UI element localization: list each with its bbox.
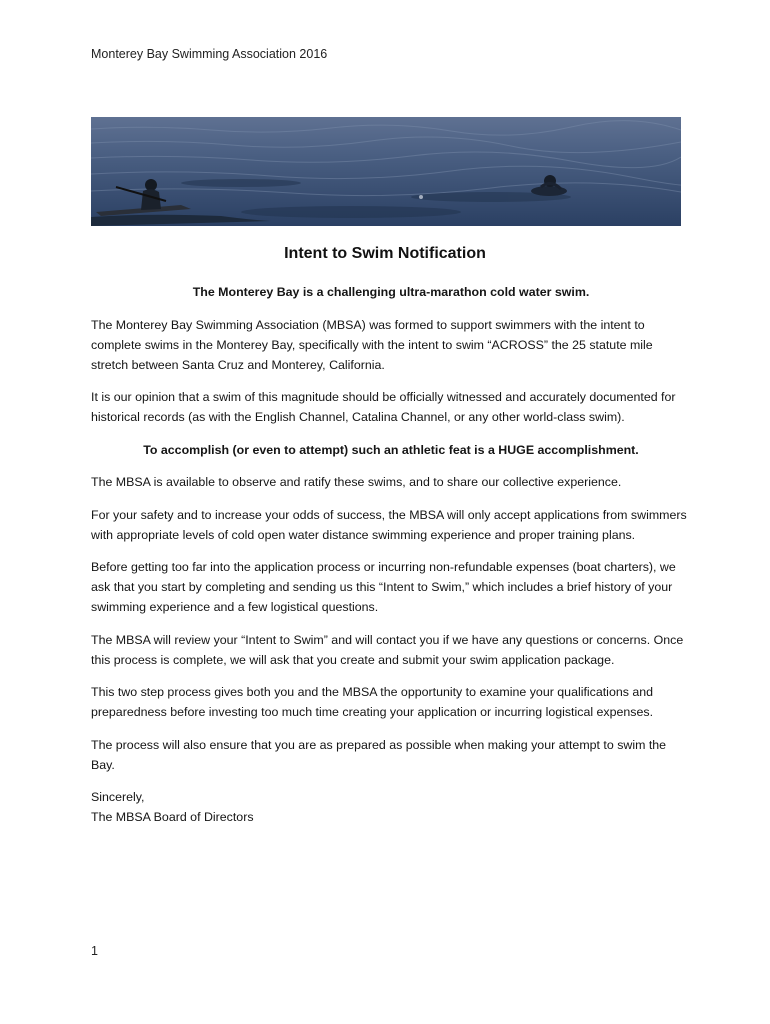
paragraph-5: For your safety and to increase your odds of success, the MBSA will only accept applications from swimmers with appropriate levels of cold open water distance swimming experience and proper training plans. — [91, 507, 687, 542]
subtitle: The Monterey Bay is a challenging ultra-marathon cold water swim. — [192, 285, 590, 299]
page-header: Monterey Bay Swimming Association 2016 — [91, 47, 328, 61]
paragraph-2: It is our opinion that a swim of this magnitude should be officially witnessed and accurately documented for historical records (as with the English Channel, Catalina Channel, or any other world-class swim). — [91, 390, 676, 424]
paragraph-7: The MBSA will review your “Intent to Swim” and will contact you if we have any questions or concerns. Once this process is complete, we will ask that you create and submit your swim application package. — [91, 632, 684, 667]
paragraph-4: The MBSA is available to observe and ratify these swims, and to share our collective experience. — [91, 475, 622, 489]
paragraph-1: The Monterey Bay Swimming Association (MBSA) was formed to support swimmers with the intent to complete swims in the Monterey Bay, specifically with the intent to swim “ACROSS” the 25 statute mile stretch between Santa Cruz and Monterey, California. — [91, 317, 653, 372]
letter-body — [91, 282, 691, 827]
salutation: Sincerely, — [91, 790, 145, 804]
paragraph-8: This two step process gives both you and the MBSA the opportunity to examine your qualifications and preparedness before investing too much time creating your application or incurring logistical expenses. — [91, 685, 654, 719]
document-title: Intent to Swim Notification — [284, 245, 486, 262]
page-number: 1 — [91, 944, 98, 958]
paragraph-6: Before getting too far into the application process or incurring non-refundable expenses (boat charters), we ask that you start by completing and sending us this “Intent to Swim,” which includes a brief history of your swimming experience and a few logistical questions. — [91, 560, 676, 614]
emphasis-paragraph: To accomplish (or even to attempt) such an athletic feat is a HUGE accomplishment. — [143, 442, 639, 457]
paragraph-9: The process will also ensure that you are as prepared as possible when making your attempt to swim the Bay. — [91, 737, 667, 772]
ocean-image — [91, 117, 681, 226]
banner-photo — [91, 117, 681, 226]
signature: The MBSA Board of Directors — [91, 810, 254, 824]
